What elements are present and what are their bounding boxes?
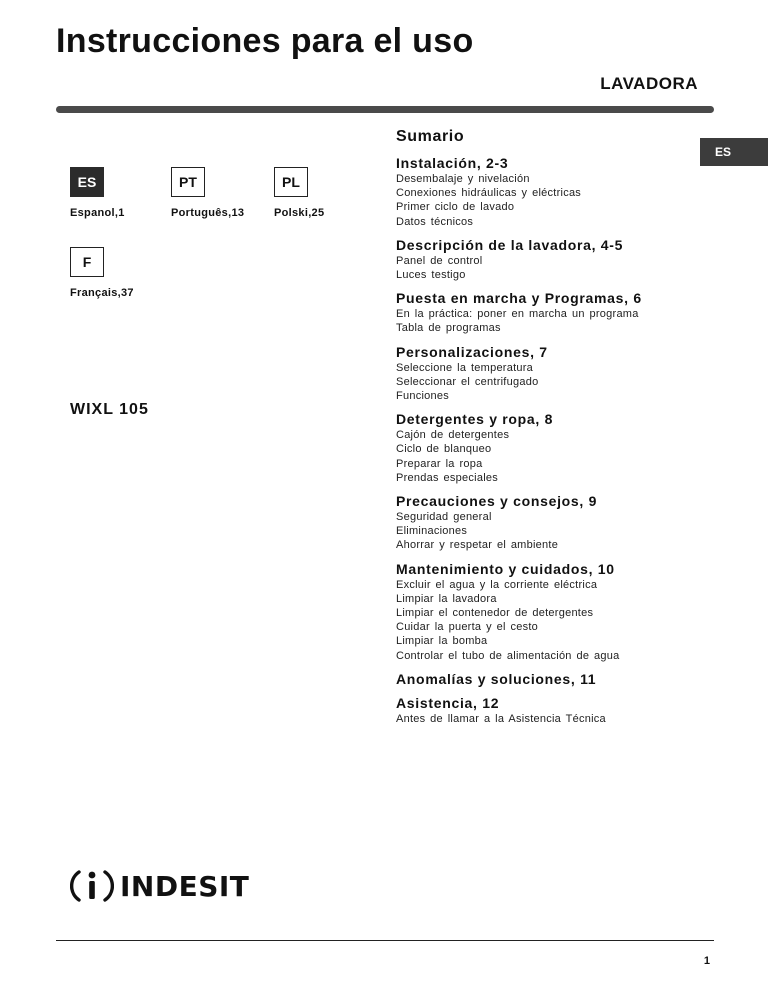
- section-item[interactable]: Limpiar la bomba: [396, 635, 488, 648]
- section-item[interactable]: Cuidar la puerta y el cesto: [396, 621, 539, 634]
- section-item[interactable]: Seleccione la temperatura: [396, 361, 534, 374]
- section-item[interactable]: Seguridad general: [396, 511, 492, 524]
- language-tab[interactable]: ES: [700, 138, 768, 166]
- section-item[interactable]: Controlar el tubo de alimentación de agua: [396, 649, 620, 662]
- indesit-logo-icon: [70, 864, 114, 908]
- contents-section: [396, 671, 696, 687]
- product-type: LAVADORA: [600, 74, 698, 93]
- contents-section: [396, 290, 696, 335]
- footer-divider: [56, 940, 714, 941]
- section-item[interactable]: En la práctica: poner en marcha un programa: [396, 308, 639, 321]
- section-title[interactable]: Asistencia, 12: [396, 694, 500, 711]
- document-title: Instrucciones para el uso: [56, 22, 474, 60]
- section-item[interactable]: Excluir el agua y la corriente eléctrica: [396, 578, 598, 591]
- section-title[interactable]: Descripción de la lavadora, 4-5: [396, 236, 624, 253]
- language-box-f[interactable]: F: [70, 247, 104, 277]
- section-item[interactable]: Panel de control: [396, 254, 483, 267]
- language-label-pl: Polski,25: [274, 207, 325, 219]
- contents-section: [396, 695, 696, 726]
- section-item[interactable]: Desembalaje y nivelación: [396, 173, 530, 185]
- contents-section: [396, 411, 696, 485]
- section-item[interactable]: Seleccionar el centrifugado: [396, 375, 539, 388]
- section-item[interactable]: Limpiar el contenedor de detergentes: [396, 607, 594, 620]
- section-title[interactable]: Precauciones y consejos, 9: [396, 493, 598, 510]
- section-title[interactable]: Mantenimiento y cuidados, 10: [396, 560, 615, 577]
- section-item[interactable]: Datos técnicos: [396, 215, 474, 228]
- section-item[interactable]: Antes de llamar a la Asistencia Técnica: [396, 712, 606, 725]
- header-divider: [56, 106, 714, 113]
- contents-section: [396, 493, 696, 553]
- section-item[interactable]: Eliminaciones: [396, 525, 468, 538]
- section-item[interactable]: Limpiar la lavadora: [396, 592, 497, 605]
- language-label-pt: Português,13: [171, 207, 245, 219]
- contents-title: Sumario: [396, 128, 465, 145]
- section-item[interactable]: Prendas especiales: [396, 471, 499, 484]
- language-label-f: Français,37: [70, 287, 134, 299]
- section-item[interactable]: Luces testigo: [396, 269, 466, 282]
- section-item[interactable]: Ciclo de blanqueo: [396, 443, 492, 456]
- section-item[interactable]: Primer ciclo de lavado: [396, 201, 515, 214]
- language-box-es[interactable]: ES: [70, 167, 104, 197]
- section-item[interactable]: Preparar la ropa: [396, 457, 483, 470]
- brand-name: INDESIT: [120, 869, 250, 903]
- section-title[interactable]: Anomalías y soluciones, 11: [396, 670, 597, 687]
- section-item[interactable]: Ahorrar y respetar el ambiente: [396, 539, 559, 552]
- model-name: WIXL 105: [70, 401, 149, 418]
- contents-section: [396, 561, 696, 663]
- contents-section: [396, 155, 696, 229]
- section-item[interactable]: Funciones: [396, 390, 450, 403]
- section-item[interactable]: Tabla de programas: [396, 322, 501, 335]
- language-box-pt[interactable]: PT: [171, 167, 205, 197]
- section-title[interactable]: Personalizaciones, 7: [396, 343, 548, 360]
- section-title[interactable]: Instalación, 2-3: [396, 155, 509, 171]
- table-of-contents: [396, 128, 696, 734]
- section-title[interactable]: Puesta en marcha y Programas, 6: [396, 290, 642, 307]
- language-box-pl[interactable]: PL: [274, 167, 308, 197]
- section-item[interactable]: Cajón de detergentes: [396, 429, 510, 442]
- page-number: 1: [703, 955, 710, 967]
- brand-logo: [70, 864, 249, 908]
- language-label-es: Espanol,1: [70, 207, 125, 219]
- section-title[interactable]: Detergentes y ropa, 8: [396, 411, 554, 428]
- contents-section: [396, 344, 696, 404]
- section-item[interactable]: Conexiones hidráulicas y eléctricas: [396, 187, 582, 200]
- contents-section: [396, 237, 696, 282]
